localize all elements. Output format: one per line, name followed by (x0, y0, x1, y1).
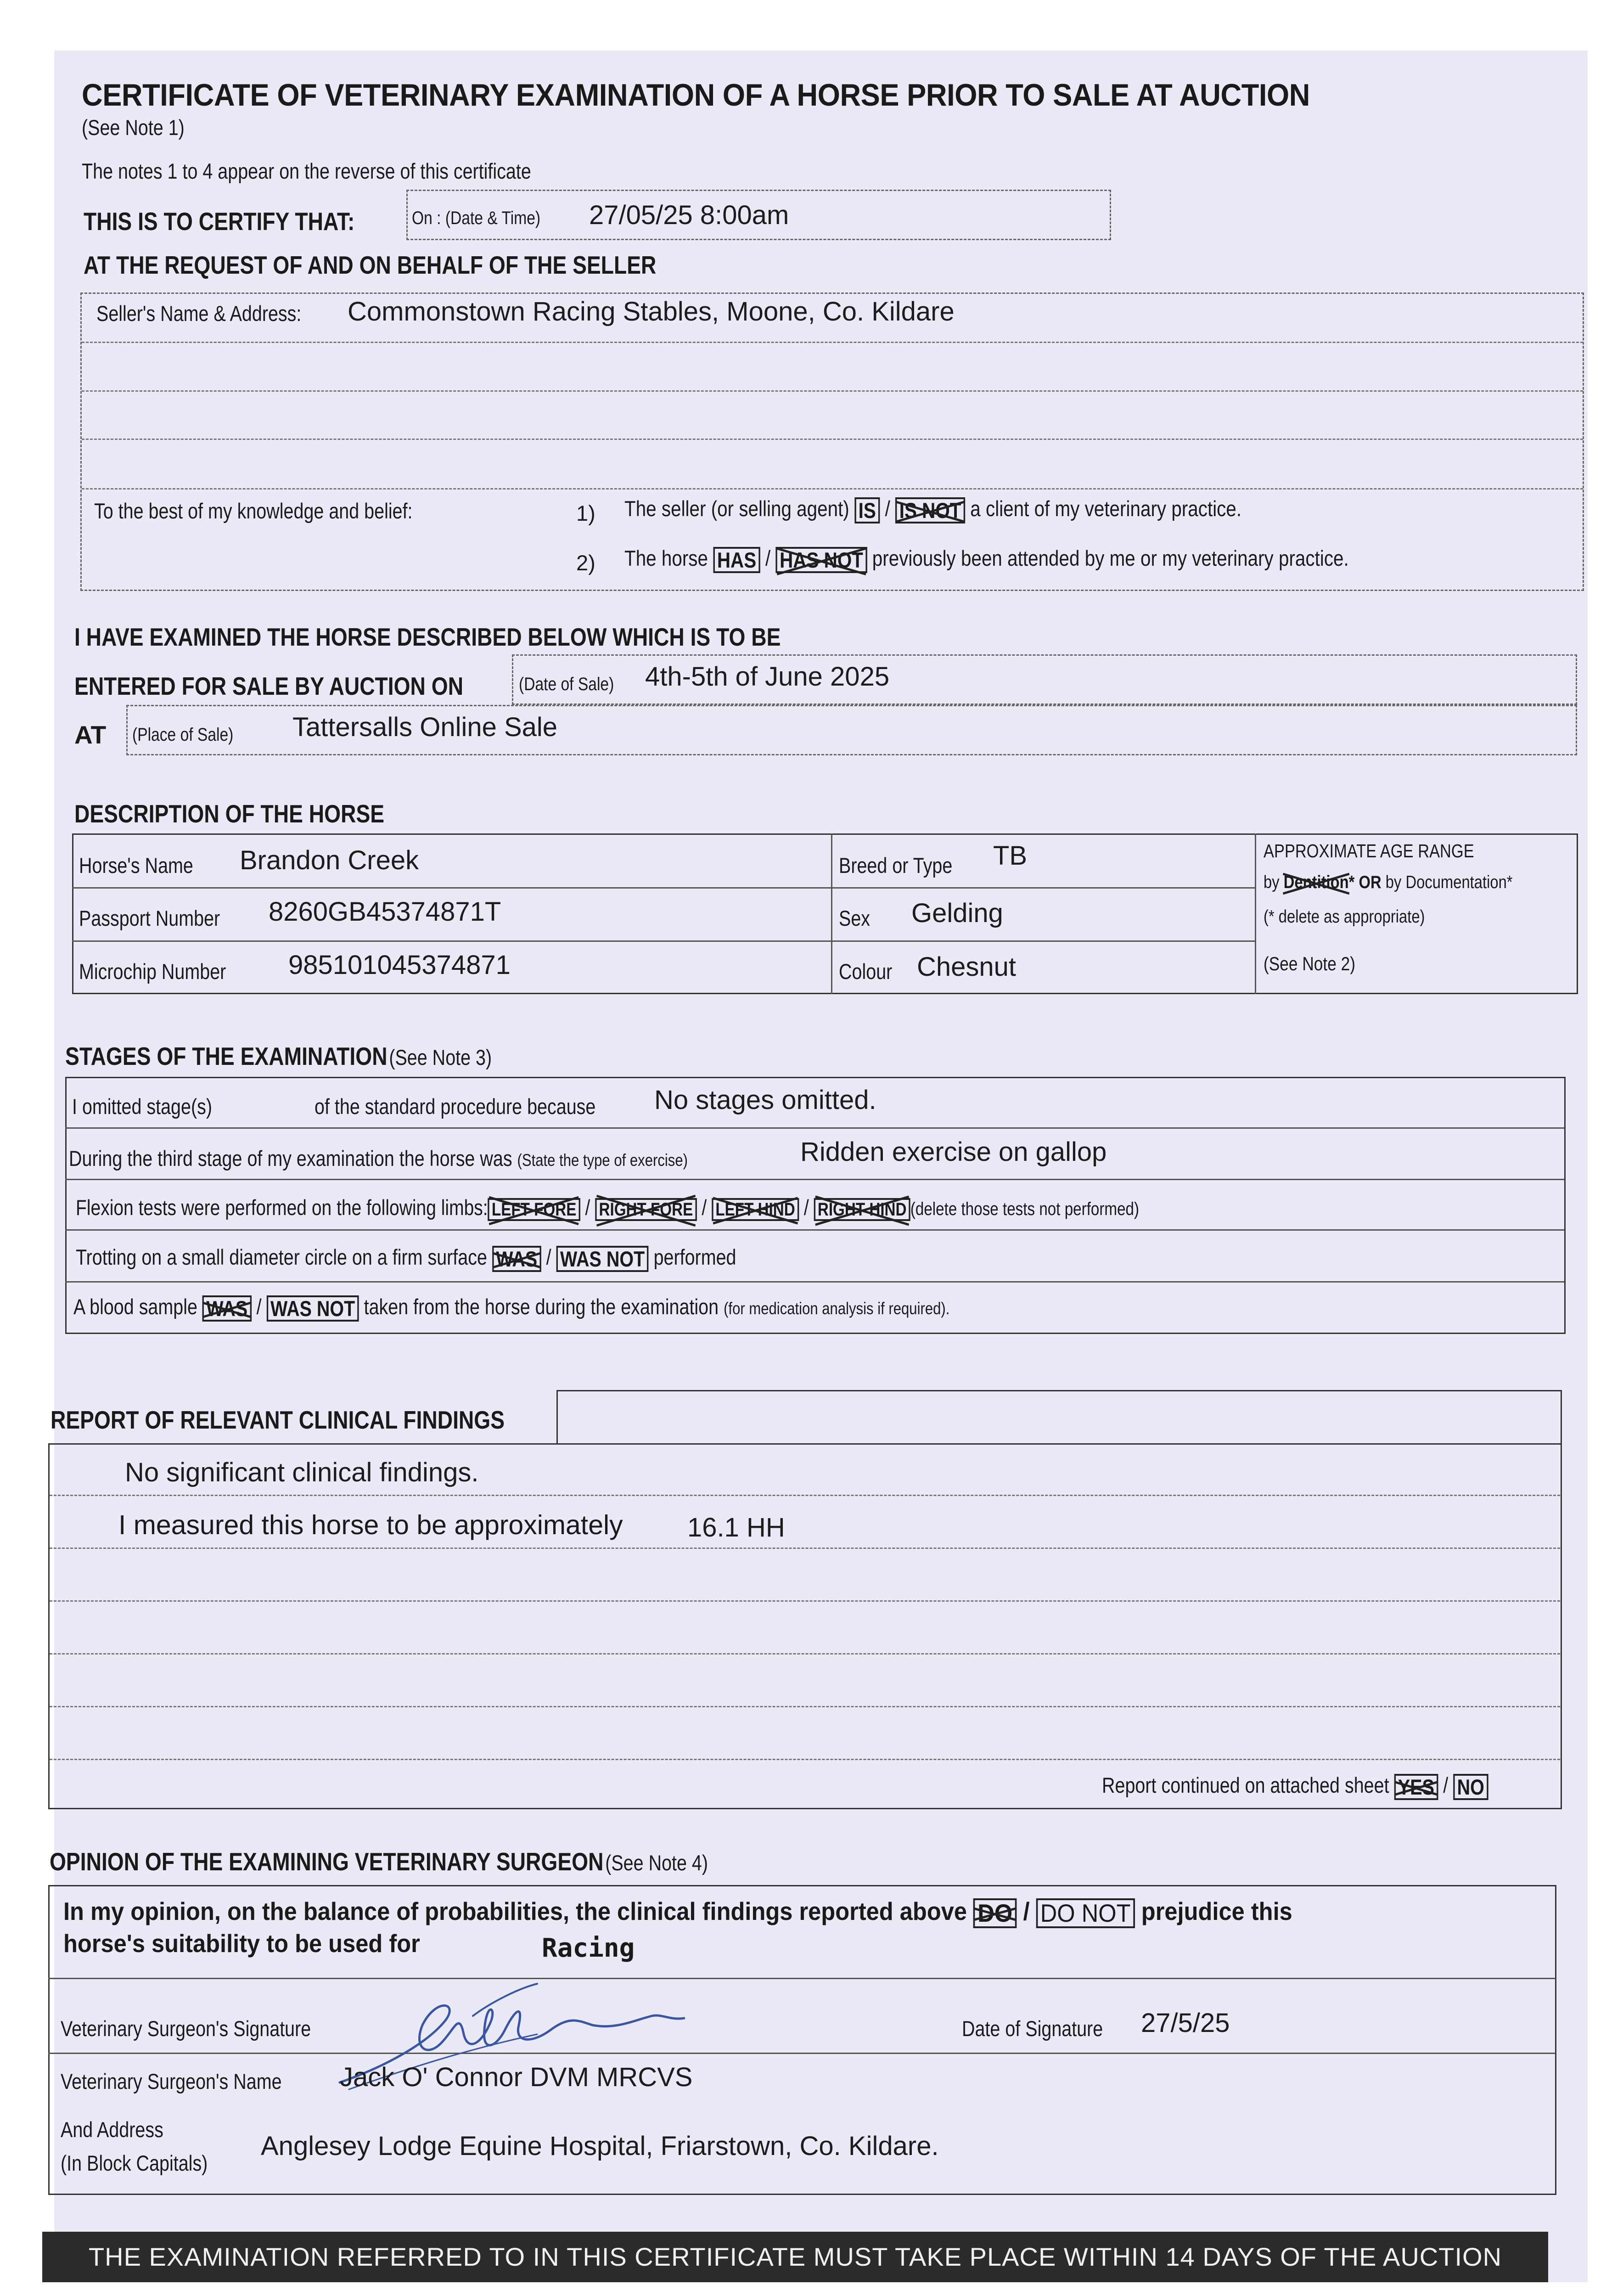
certify-label: THIS IS TO CERTIFY THAT: (84, 207, 355, 236)
colour-label: Colour (839, 959, 893, 984)
notes-line: The notes 1 to 4 appear on the reverse of this certificate (82, 159, 531, 183)
flexion-right-hind-option[interactable]: RIGHT HIND (814, 1198, 910, 1221)
microchip-number-field[interactable]: 985101045374871 (288, 950, 511, 980)
horse-table-row-1 (72, 887, 1256, 889)
flexion-left-fore-option[interactable]: LEFT FORE (488, 1198, 580, 1221)
blood-sample-row: A blood sample WAS / WAS NOT taken from the horse during the examination (for medication analysis if required). (73, 1294, 1117, 1322)
see-note-1: (See Note 1) (82, 115, 185, 140)
seller-rule-3 (82, 439, 1583, 440)
horse-name-field[interactable]: Brandon Creek (240, 845, 419, 875)
breed-label: Breed or Type (839, 853, 953, 878)
flexion-left-hind-option[interactable]: LEFT HIND (712, 1198, 799, 1221)
exam-date-time-field[interactable]: 27/05/25 8:00am (589, 200, 789, 230)
trotting-was-option[interactable]: WAS (492, 1246, 541, 1272)
seller-rule-2 (82, 390, 1583, 392)
seller-is-option[interactable]: IS (854, 497, 880, 523)
measurement-label: I measured this horse to be approximately (118, 1510, 623, 1540)
horse-has-option[interactable]: HAS (713, 547, 760, 573)
breed-field[interactable]: TB (993, 841, 1028, 871)
surgeon-address-field[interactable]: Anglesey Lodge Equine Hospital, Friarstown, Co. Kildare. (261, 2131, 939, 2161)
statement-2-number: 2) (576, 551, 595, 575)
passport-number-field[interactable]: 8260GB45374871T (269, 897, 501, 927)
age-range-method: by Dentition* OR by Documentation* (1264, 872, 1513, 892)
opinion-line-2: horse's suitability to be used for (63, 1929, 420, 1958)
request-line: AT THE REQUEST OF AND ON BEHALF OF THE SELLER (84, 251, 657, 279)
stages-row-4 (65, 1281, 1564, 1283)
omitted-stages-field[interactable]: No stages omitted. (654, 1085, 876, 1115)
measurement-field[interactable]: 16.1 HH (687, 1513, 785, 1542)
horse-name-label: Horse's Name (79, 853, 193, 878)
seller-name-field[interactable]: Commonstown Racing Stables, Moone, Co. Kildare (348, 297, 955, 326)
place-of-sale-field[interactable]: Tattersalls Online Sale (292, 712, 558, 742)
sex-label: Sex (839, 906, 870, 930)
at-label: AT (74, 720, 107, 749)
passport-label: Passport Number (79, 906, 220, 930)
seller-is-not-option[interactable]: IS NOT (895, 497, 965, 523)
opinion-rule-1 (48, 1978, 1556, 1979)
date-of-sale-label: (Date of Sale) (519, 674, 614, 694)
stages-row-2 (65, 1179, 1564, 1180)
surgeon-name-field[interactable]: Jack O' Connor DVM MRCVS (340, 2062, 693, 2092)
statement-1-number: 1) (576, 501, 595, 525)
stages-heading: STAGES OF THE EXAMINATION (See Note 3) (65, 1042, 492, 1070)
report-rule-1 (50, 1495, 1560, 1496)
horse-has-not-option[interactable]: HAS NOT (775, 547, 867, 573)
entered-for-sale-label: ENTERED FOR SALE BY AUCTION ON (74, 672, 464, 700)
footer-banner: THE EXAMINATION REFERRED TO IN THIS CERTIFICATE MUST TAKE PLACE WITHIN 14 DAYS OF THE AUCTION (42, 2232, 1548, 2282)
clinical-findings-field[interactable]: No significant clinical findings. (125, 1458, 479, 1487)
omitted-stages-mid: of the standard procedure because (314, 1094, 596, 1119)
age-see-note-2: (See Note 2) (1264, 953, 1356, 974)
blood-sample-was-option[interactable]: WAS (202, 1295, 252, 1322)
trotting-row: Trotting on a small diameter circle on a firm surface WAS / WAS NOT performed (76, 1244, 862, 1272)
report-heading-box (556, 1390, 1562, 1444)
report-continued-row: Report continued on attached sheet YES / NO (1102, 1773, 1562, 1800)
flexion-right-fore-option[interactable]: RIGHT FORE (595, 1198, 696, 1221)
colour-field[interactable]: Chesnut (917, 952, 1016, 982)
continued-yes-option[interactable]: YES (1394, 1774, 1438, 1800)
omitted-stages-label: I omitted stage(s) (72, 1094, 212, 1119)
microchip-label: Microchip Number (79, 959, 226, 984)
continued-no-option[interactable]: NO (1453, 1774, 1488, 1800)
opinion-line-1: In my opinion, on the balance of probabilities, the clinical findings reported above DO / DO NOT prejudice this (63, 1896, 1399, 1928)
opinion-do-option[interactable]: DO (973, 1898, 1016, 1929)
address-label: And Address (61, 2117, 163, 2142)
third-stage-exercise-field[interactable]: Ridden exercise on gallop (800, 1137, 1107, 1167)
opinion-heading: OPINION OF THE EXAMINING VETERINARY SURGEON (See Note 4) (50, 1847, 708, 1876)
seller-rule-4 (82, 488, 1583, 490)
place-of-sale-label: (Place of Sale) (132, 725, 234, 745)
date-of-signature-field[interactable]: 27/5/25 (1141, 2008, 1230, 2038)
on-date-time-label: On : (Date & Time) (412, 208, 541, 228)
date-of-sale-field[interactable]: 4th-5th of June 2025 (645, 662, 890, 692)
suitability-use-field[interactable]: Racing (542, 1933, 635, 1963)
report-rule-6 (50, 1759, 1560, 1760)
report-heading: REPORT OF RELEVANT CLINICAL FINDINGS (51, 1406, 505, 1434)
age-range-heading: APPROXIMATE AGE RANGE (1264, 840, 1474, 861)
sex-field[interactable]: Gelding (911, 898, 1003, 928)
flexion-tests-row: Flexion tests were performed on the following limbs: LEFT FORE / RIGHT FORE / LEFT HIND / RIGHT HIND (delete those tests not performed) (76, 1195, 1357, 1221)
stages-row-3 (65, 1229, 1564, 1231)
date-of-signature-label: Date of Signature (962, 2016, 1103, 2041)
surgeon-name-label: Veterinary Surgeon's Name (61, 2069, 282, 2093)
report-rule-3 (50, 1600, 1560, 1602)
third-stage-label: During the third stage of my examination the horse was (State the type of exercise) (69, 1146, 688, 1171)
knowledge-label: To the best of my knowledge and belief: (94, 499, 413, 523)
seller-rule-1 (82, 342, 1583, 343)
report-rule-5 (50, 1706, 1560, 1707)
statement-1: The seller (or selling agent) IS / IS NOT a client of my veterinary practice. (624, 496, 1342, 523)
age-dentition-option[interactable]: Dentition (1283, 872, 1349, 892)
address-block-capitals-label: (In Block Capitals) (61, 2151, 208, 2175)
statement-2: The horse HAS / HAS NOT previously been attended by me or my veterinary practice. (624, 546, 1467, 573)
report-rule-4 (50, 1653, 1560, 1654)
horse-table-divider-2 (1255, 833, 1256, 994)
stages-row-1 (65, 1127, 1564, 1129)
opinion-rule-2 (48, 2053, 1556, 2054)
seller-name-label: Seller's Name & Address: (96, 301, 302, 326)
report-box (48, 1443, 1562, 1809)
horse-table-divider-1 (831, 833, 832, 994)
opinion-do-not-option[interactable]: DO NOT (1036, 1898, 1135, 1929)
certificate-title: CERTIFICATE OF VETERINARY EXAMINATION OF A HORSE PRIOR TO SALE AT AUCTION (82, 78, 1310, 113)
age-delete-note: (* delete as appropriate) (1264, 907, 1425, 927)
blood-sample-was-not-option[interactable]: WAS NOT (267, 1295, 359, 1322)
horse-table-row-2 (72, 940, 1256, 942)
description-heading: DESCRIPTION OF THE HORSE (74, 799, 385, 828)
examined-line: I HAVE EXAMINED THE HORSE DESCRIBED BELOW WHICH IS TO BE (74, 623, 781, 651)
report-rule-2 (50, 1548, 1560, 1549)
trotting-was-not-option[interactable]: WAS NOT (556, 1246, 649, 1272)
signature-label: Veterinary Surgeon's Signature (61, 2016, 311, 2041)
